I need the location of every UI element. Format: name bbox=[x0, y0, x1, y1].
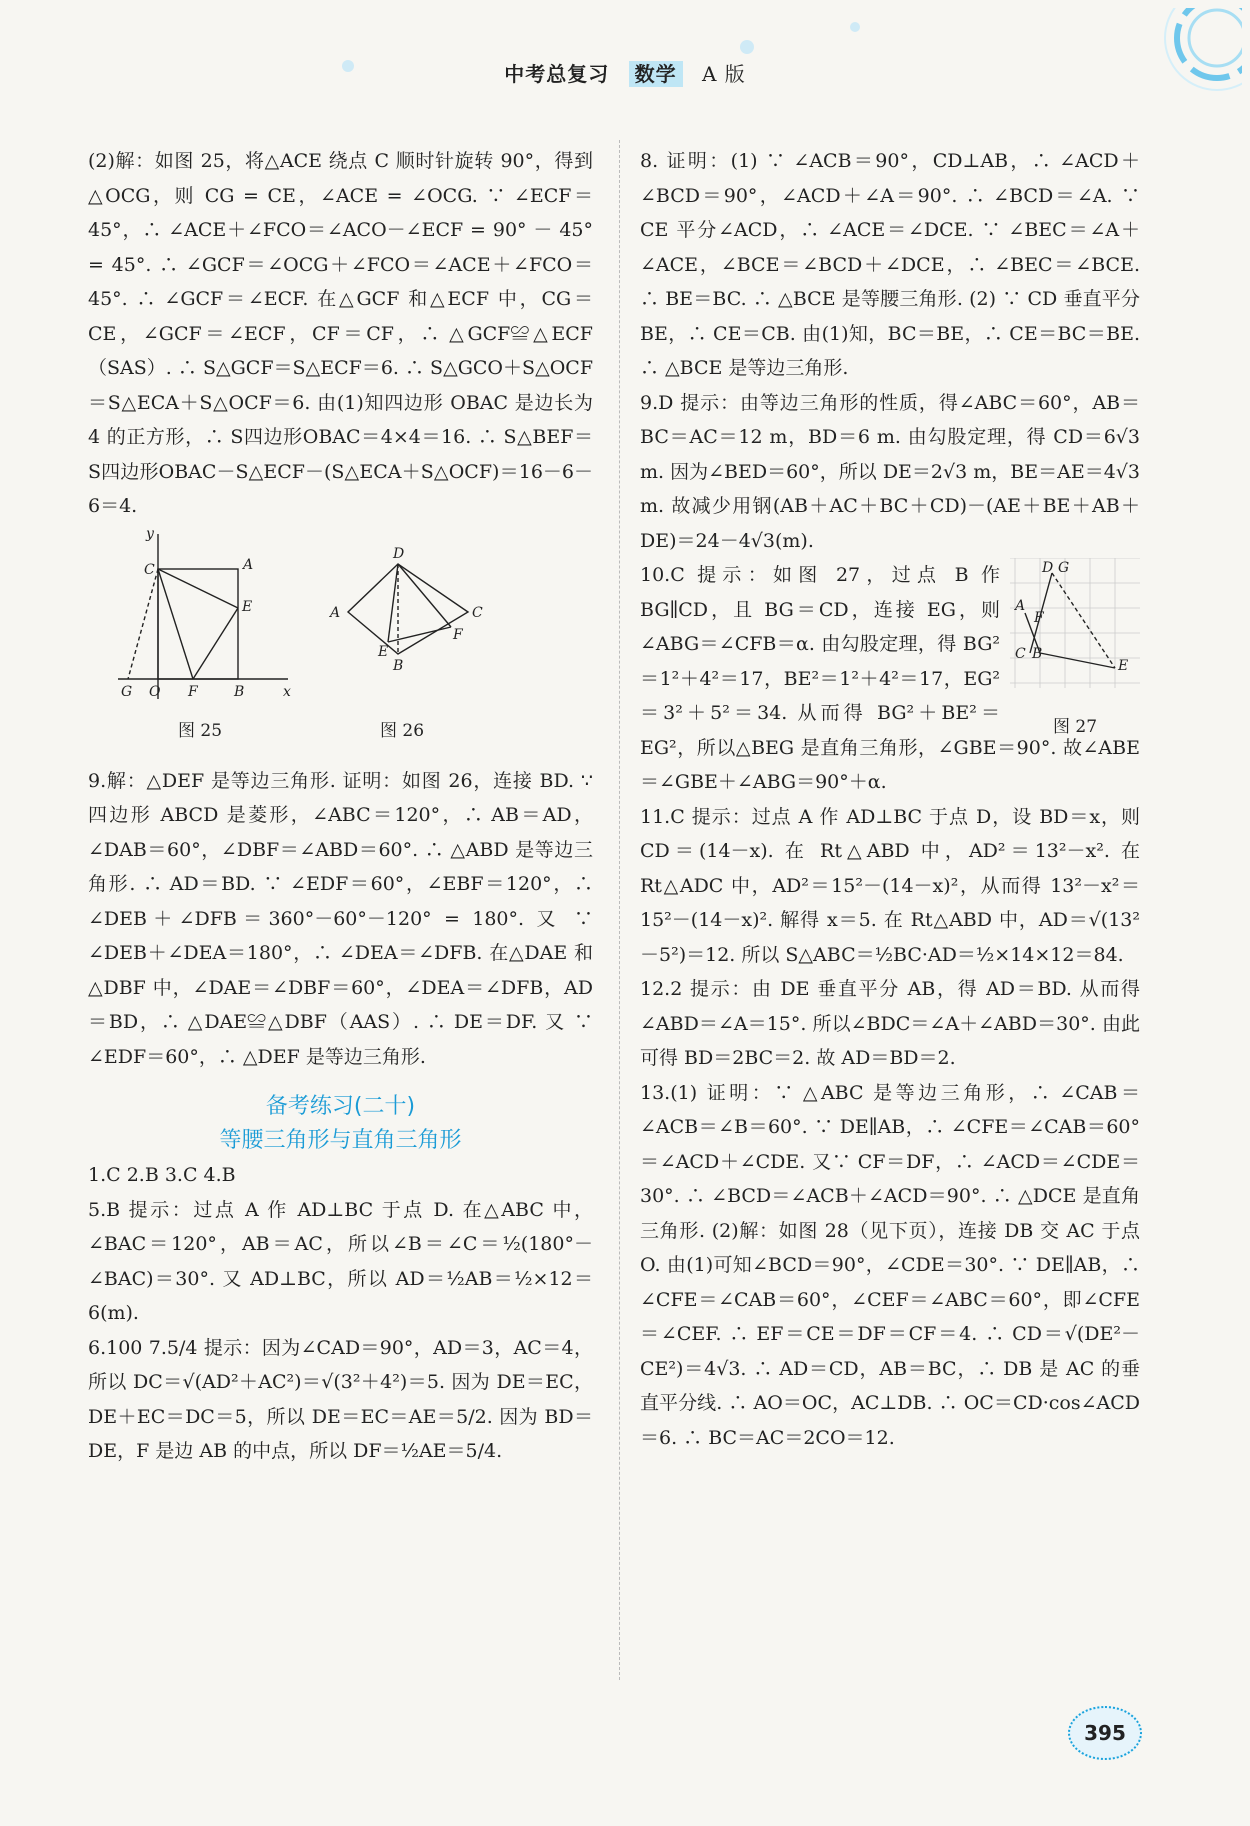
svg-text:O: O bbox=[149, 683, 161, 700]
deco-dot bbox=[850, 22, 860, 32]
section-subtitle: 等腰三角形与直角三角形 bbox=[219, 1128, 462, 1153]
figure-25-caption: 图 25 bbox=[178, 720, 223, 741]
answer-paragraph: 12.2 提示：由 DE 垂直平分 AB，得 AD＝BD. 从而得∠ABD＝∠A＝15°. 所以∠BDC＝∠A＋∠ABD＝30°. 由此可得 BD＝2BC＝2. 故 AD＝BD＝2. bbox=[640, 978, 1140, 1069]
svg-text:D: D bbox=[393, 545, 405, 562]
answer-paragraph: 10.C 提示：如图 27，过点 B 作 BG∥CD，且 BG＝CD，连接 EG，则∠ABG＝∠CFB＝α. 由勾股定理，得 BG²＝1²＋4²＝17，BE²＝1²＋4²＝17，EG²＝3²＋5²＝34. 从而得 BG²＋BE²＝EG²，所以△BEG 是直角三角形，∠GBE＝90°. 故∠ABE＝∠GBE＋∠ABG＝90°＋α. bbox=[640, 564, 1140, 793]
svg-text:E: E bbox=[1118, 658, 1129, 674]
svg-text:B: B bbox=[393, 657, 404, 674]
column-divider bbox=[619, 140, 620, 1680]
svg-text:F: F bbox=[453, 626, 463, 643]
svg-text:F: F bbox=[188, 683, 198, 700]
figure-27 bbox=[1010, 558, 1140, 737]
answer-paragraph: 6.100 7.5/4 提示：因为∠CAD＝90°，AD＝3，AC＝4，所以 DC＝√(AD²＋AC²)＝√(3²＋4²)＝5. 因为 DE＝EC，DE＋EC＝DC＝5，所以 DE＝EC＝AE＝5/2. 因为 BD＝DE，F 是边 AB 的中点，所以 DF＝½AE＝5/4. bbox=[88, 1336, 593, 1462]
figures-25-26 bbox=[88, 524, 593, 764]
svg-text:B: B bbox=[1032, 646, 1043, 662]
svg-text:A: A bbox=[243, 556, 254, 573]
answer-paragraph: 9.D 提示：由等边三角形的性质，得∠ABC＝60°，AB＝BC＝AC＝12 m，BD＝6 m. 由勾股定理，得 CD＝6√3 m. 因为∠BED＝60°，所以 DE＝2√3 m，BE＝AE＝4√3 m. 故减少用钢(AB＋AC＋BC＋CD)－(AE＋BE＋AB＋DE)＝24－4√3(m). bbox=[640, 391, 1140, 552]
right-column bbox=[640, 144, 1140, 1455]
left-column bbox=[88, 144, 593, 1469]
svg-text:y: y bbox=[146, 525, 154, 542]
answer-paragraph: 9.解：△DEF 是等边三角形. 证明：如图 26，连接 BD. ∵ 四边形 ABCD 是菱形，∠ABC＝120°，∴ AB＝AD，∠DAB＝60°，∠DBF＝∠ABD＝60°. ∴ △ABD 是等边三角形. ∴ AD＝BD. ∵ ∠EDF＝60°，∠EBF＝120°，∴ ∠DEB＋∠DFB＝360°－60°－120° = 180°. 又 ∵ ∠DEB＋∠DEA＝180°，∴ ∠DEA＝∠DFB. 在△DAE 和△DBF 中，∠DAE＝∠DBF＝60°，∠DEA＝∠DFB，AD＝BD，∴ △DAE≌△DBF（AAS）. ∴ DE＝DF. 又 ∵ ∠EDF＝60°，∴ △DEF 是等边三角形. bbox=[88, 769, 593, 1068]
figure-26-caption: 图 26 bbox=[380, 720, 425, 741]
svg-text:B: B bbox=[234, 683, 245, 700]
answer-paragraph: 8. 证明：(1) ∵ ∠ACB＝90°，CD⊥AB，∴ ∠ACD＋∠BCD＝90°，∠ACD＋∠A＝90°. ∴ ∠BCD＝∠A. ∵ CE 平分∠ACD，∴ ∠ACE＝∠DCE. ∵ ∠BEC＝∠A＋∠ACE，∠BCE＝∠BCD＋∠DCE，∴ ∠BEC＝∠BCE. ∴ BE＝BC. ∴ △BCE 是等腰三角形. (2) ∵ CD 垂直平分 BE，∴ CE＝CB. 由(1)知，BC＝BE，∴ CE＝BC＝BE. ∴ △BCE 是等边三角形. bbox=[640, 150, 1140, 379]
svg-text:F: F bbox=[1034, 610, 1044, 626]
svg-text:E: E bbox=[378, 643, 389, 660]
svg-text:D: D bbox=[1042, 560, 1054, 576]
svg-text:E: E bbox=[242, 598, 253, 615]
answer-paragraph: (2)解：如图 25，将△ACE 绕点 C 顺时针旋转 90°，得到△OCG，则 CG = CE，∠ACE = ∠OCG. ∵ ∠ECF＝45°，∴ ∠ACE＋∠FCO＝∠ACO－∠ECF = 90° － 45° = 45°. ∴ ∠GCF＝∠OCG＋∠FCO＝∠ACE＋∠FCO＝45°. ∴ ∠GCF＝∠ECF. 在△GCF 和△ECF 中，CG＝CE，∠GCF＝∠ECF，CF＝CF，∴ △GCF≌△ECF（SAS）. ∴ S△GCF＝S△ECF＝6. ∴ S△GCO＋S△OCF＝S△ECA＋S△OCF＝6. 由(1)知四边形 OBAC 是边长为 4 的正方形，∴ S四边形OBAC＝4×4＝16. ∴ S△BEF＝S四边形OBAC－S△ECF－(S△ECA＋S△OCF)＝16－6－6＝4. bbox=[88, 150, 593, 517]
svg-text:A: A bbox=[330, 604, 341, 621]
answer-paragraph: 5.B 提示：过点 A 作 AD⊥BC 于点 D. 在△ABC 中，∠BAC＝120°，AB＝AC，所以∠B＝∠C＝½(180°－∠BAC)＝30°. 又 AD⊥BC，所以 AD＝½AB＝½×12＝6(m). bbox=[88, 1198, 593, 1324]
answer-paragraph: 13.(1) 证明：∵ △ABC 是等边三角形，∴ ∠CAB＝∠ACB＝∠B＝60°. ∵ DE∥AB，∴ ∠CFE＝∠CAB＝60°＝∠ACD＋∠CDE. 又∵ CF＝DF，∴ ∠ACD＝∠CDE＝30°. ∴ ∠BCD＝∠ACB＋∠ACD＝90°. ∴ △DCE 是直角三角形. (2)解：如图 28（见下页），连接 DB 交 AC 于点 O. 由(1)可知∠BCD＝90°，∠CDE＝30°. ∵ DE∥AB，∴ ∠CFE＝∠CAB＝60°，∠CEF＝∠ABC＝60°，即∠CFE＝∠CEF. ∴ EF＝CE＝DF＝CF＝4. ∴ CD＝√(DE²－CE²)＝4√3. ∴ AD＝CD，AB＝BC，∴ DB 是 AC 的垂直平分线. ∴ AO＝OC，AC⊥DB. ∴ OC＝CD·cos∠ACD＝6. ∴ BC＝AC＝2CO＝12. bbox=[640, 1081, 1140, 1449]
figure-27-caption: 图 27 bbox=[1052, 716, 1098, 737]
svg-text:C: C bbox=[1015, 646, 1026, 662]
svg-text:G: G bbox=[121, 683, 133, 700]
book-title: 中考总复习 bbox=[504, 62, 610, 86]
svg-text:C: C bbox=[472, 604, 483, 621]
edition-label: A 版 bbox=[701, 62, 746, 86]
answer-paragraph: 11.C 提示：过点 A 作 AD⊥BC 于点 D，设 BD＝x，则 CD＝(14－x). 在 Rt△ABD 中，AD²＝13²－x². 在 Rt△ADC 中，AD²＝15²－(14－x)²，从而得 13²－x²＝15²－(14－x)². 解得 x＝5. 在 Rt△ABD 中，AD＝√(13²－5²)＝12. 所以 S△ABC＝½BC·AD＝½×14×12＝84. bbox=[640, 805, 1140, 966]
figure-27-grid bbox=[1010, 558, 1140, 698]
svg-text:C: C bbox=[144, 561, 155, 578]
answer-paragraph: 1.C 2.B 3.C 4.B bbox=[88, 1164, 236, 1186]
svg-text:A: A bbox=[1015, 598, 1026, 614]
geometry-figures bbox=[88, 524, 593, 764]
page-header bbox=[0, 58, 1250, 87]
section-title: 备考练习(二十) bbox=[265, 1094, 416, 1119]
svg-text:x: x bbox=[283, 683, 291, 700]
subject-label: 数学 bbox=[629, 61, 683, 87]
deco-dot bbox=[740, 40, 754, 54]
svg-text:G: G bbox=[1058, 560, 1070, 576]
page-number: 395 bbox=[1068, 1706, 1142, 1760]
